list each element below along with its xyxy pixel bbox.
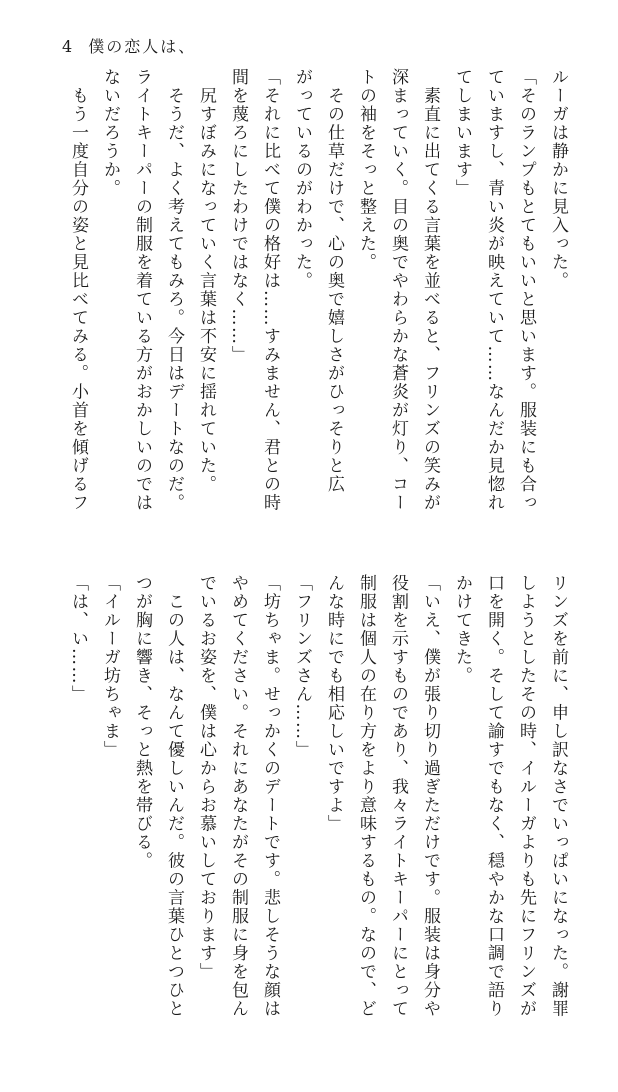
text-line: 素直に出てくる言葉を並べると、フリンズの笑みが — [420, 68, 440, 512]
running-title: 僕の恋人は、 — [88, 37, 197, 56]
text-line: 役割を示すものであり、我々ライトキーパーにとって — [388, 574, 408, 1018]
text-line: 制服は個人の在り方をより意味するもの。なので、ど — [356, 574, 376, 1018]
text-line: 「フリンズさん……」 — [292, 574, 312, 759]
text-line: その仕草だけで、心の奥で嬉しさがひっそりと広 — [324, 68, 344, 494]
text-line: がっているのがわかった。 — [292, 68, 312, 290]
text-line: 「それに比べて僕の格好は……すみません、君との時 — [260, 68, 280, 512]
upper-text-block — [54, 68, 574, 538]
text-line: ないだろうか。 — [100, 68, 120, 198]
text-line: 「坊ちゃま。せっかくのデートです。悲しそうな顔は — [260, 574, 280, 1018]
text-line: んな時にでも相応しいですよ」 — [324, 574, 344, 833]
text-line: つが胸に響き、そっと熱を帯びる。 — [132, 574, 152, 870]
text-line: しようとしたその時、イルーガよりも先にフリンズが — [516, 574, 536, 1018]
text-line: 「イルーガ坊ちゃま」 — [100, 574, 120, 759]
text-line: そうだ、よく考えてもみろ。今日はデートなのだ。 — [164, 68, 184, 512]
text-line: 「そのランプもとてもいいと思います。服装にも合っ — [516, 68, 536, 512]
text-line: トの袖をそっと整えた。 — [356, 68, 376, 272]
text-line: この人は、なんて優しいんだ。彼の言葉ひとつひと — [164, 574, 184, 1018]
lower-text-block — [54, 574, 574, 1044]
text-line: 「は、い……」 — [68, 574, 88, 704]
text-line: 間を蔑ろにしたわけではなく……」 — [228, 68, 248, 364]
text-line: 深まっていく。目の奥でやわらかな蒼炎が灯り、コー — [388, 68, 408, 512]
text-line: かけてきた。 — [452, 574, 472, 685]
text-line: でいるお姿を、僕は心からお慕いしております」 — [196, 574, 216, 981]
text-line: もう一度自分の姿と見比べてみる。小首を傾げるフ — [68, 68, 88, 512]
text-line: 尻すぼみになっていく言葉は不安に揺れていた。 — [196, 68, 216, 494]
text-line: てしまいます」 — [452, 68, 472, 198]
text-line: 「いえ、僕が張り切り過ぎただけです。服装は身分や — [420, 574, 440, 1018]
text-line: ライトキーパーの制服を着ている方がおかしいのでは — [132, 68, 152, 512]
page-number: 4 — [62, 37, 75, 56]
text-line: ていますし、青い炎が映えていて……なんだか見惚れ — [484, 68, 504, 512]
text-line: 口を開く。そして諭すでもなく、穏やかな口調で語り — [484, 574, 504, 1018]
text-line: やめてください。それにあなたがその制服に身を包ん — [228, 574, 248, 1018]
text-line: リンズを前に、申し訳なさでいっぱいになった。謝罪 — [548, 574, 568, 1018]
page-header — [62, 34, 196, 57]
text-line: ルーガは静かに見入った。 — [548, 68, 568, 290]
